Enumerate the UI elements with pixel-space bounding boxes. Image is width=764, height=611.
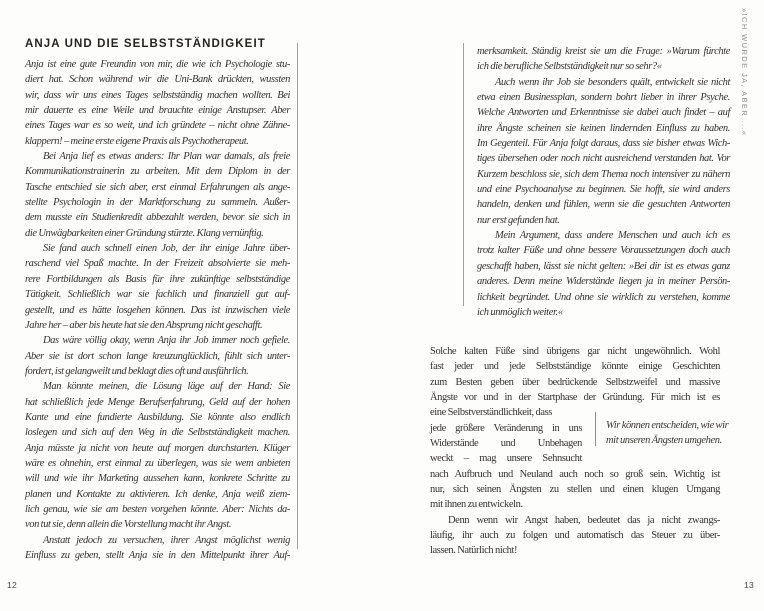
text-line: die Unwägbarkeiten einer Gründung stürzte. Klang vernünftig. xyxy=(25,227,264,239)
section-rule-left xyxy=(297,43,298,549)
text-line: tiges übersehen oder noch nicht ausreichend verstanden hat. Vor xyxy=(477,153,730,165)
right-page-regular-section xyxy=(430,344,720,559)
text-line: hat schließlich jede Menge Berufserfahrung, Geld auf der hohen xyxy=(25,396,290,408)
text-line: ich unmöglich weiter.« xyxy=(477,306,563,318)
text-line: Solche kalten Füße sind übrigens gar nicht ungewöhnlich. Wohl xyxy=(430,346,720,357)
text-line: rere Fortbildungen als Basis für ihre zukünftige selbstständige xyxy=(25,273,290,285)
text-line: Kommunikationstrainerin zu arbeiten. Mit dem Diplom in der xyxy=(25,166,290,178)
text-line: Anja ist eine gute Freundin von mir, die wie ich Psychologie stu- xyxy=(25,59,290,70)
text-line: Sie fand auch schnell einen Job, der ihr einige Jahre über- xyxy=(43,243,290,255)
text-line: wir, dass wir uns eines Tages selbstständig machen wollten. Bei xyxy=(25,89,290,101)
text-line: wäre es ohnehin, erst einmal zu überlegen, was sie wem anbieten xyxy=(25,457,290,469)
text-line: will und wie ihr Marketing aussehen kann, konkrete Schritte zu xyxy=(25,473,290,485)
left-page-body xyxy=(25,57,290,563)
text-line: Ängste vor und in der Startphase der Gründung. Für mich ist es xyxy=(430,392,720,404)
text-line: mit unseren Ängsten umgehen. xyxy=(606,435,722,447)
text-line: Tasche entschied sie sich aber, erst einmal Erfahrungen als ange- xyxy=(25,181,290,193)
text-line: Welche Antworten und Erkenntnisse sie dabei auch findet – auf xyxy=(477,107,730,119)
text-line: Das wäre völlig okay, wenn Anja ihr Job immer noch gefiele. xyxy=(43,335,290,347)
text-line: raschend viel Spaß machte. In der Freizeit absolvierte sie meh- xyxy=(25,258,290,270)
text-line: merksamkeit. Ständig kreist sie um die Frage: »Warum fürchte xyxy=(477,46,730,57)
page-number-left: 12 xyxy=(7,580,18,590)
text-line: lassen. Natürlich nicht! xyxy=(430,545,518,557)
section-heading: ANJA UND DIE SELBSTSTÄNDIGKEIT xyxy=(25,38,266,50)
text-line: Kante und eine fundierte Ausbildung. Sie könnte also endlich xyxy=(25,411,290,423)
margin-chapter-title: »ICH WÜRDE JA, ABER ...« xyxy=(740,8,749,137)
pull-quote-rule xyxy=(595,412,596,446)
text-line: Tätigkeit. Schließlich war sie fachlich und finanziell gut auf- xyxy=(25,289,290,301)
text-line: mit ihnen zu entwickeln. xyxy=(430,499,523,511)
text-line: gestellt, und es hätte losgehen können. Das ist inzwischen viele xyxy=(25,304,290,316)
text-line: Aber sie ist dort schon lange kreuzunglücklich, fühlt sich unter- xyxy=(25,350,290,362)
text-line: stellte Psychologin in der Marktforschung zu sammeln. Außer- xyxy=(25,197,290,209)
text-line: planen und Kontakte zu aktivieren. Ich denke, Anja weiß ziem- xyxy=(25,488,290,500)
text-line: Anstatt jedoch zu versuchen, ihrer Angst möglichst wenig xyxy=(43,534,290,546)
text-line: nur, sich seinen Ängsten zu stellen und einen klugen Umgang xyxy=(430,484,720,496)
text-line: Anja müsste ja nicht von heute auf morgen durchstarten. Klüger xyxy=(25,442,290,454)
text-line: Im Gegenteil. Für Anja folgt daraus, dass sie bisher etwas Wich- xyxy=(477,138,730,150)
section-rule-right xyxy=(463,43,464,306)
text-line: jede größere Veränderung in uns xyxy=(430,422,582,434)
text-line: dem musste ein Studienkredit abbezahlt werden, bevor sie sich in xyxy=(25,212,290,224)
text-line: weckt – mag unsere Sehnsucht xyxy=(430,453,582,465)
text-line: mir dauerte es eine Weile und brauchte einige Anstupser. Aber xyxy=(25,105,290,117)
text-line: lichkeit begründet. Und ohne sie wirklich zu verstehen, komme xyxy=(477,291,730,303)
text-line: Wir können entscheiden, wie wir xyxy=(606,420,729,431)
text-line: Jahre her – aber bis heute hat sie den Absprung nicht geschafft. xyxy=(25,319,263,331)
text-line: läufig, ihr auch zu folgen und automatisch das Steuer zu über- xyxy=(430,530,720,542)
text-line: lich genau, wie sie am besten vorgehen könnte. Aber: Nichts da- xyxy=(25,503,290,515)
text-line: und eine Psychoanalyse zu beginnen. Sie hofft, sie wird anders xyxy=(477,184,730,196)
text-line: Denn wenn wir Angst haben, bedeutet das ja nicht zwangs- xyxy=(448,514,720,526)
text-line: eines Tages war es so weit, und ich gründete – nicht ohne Zähne- xyxy=(25,120,290,132)
text-line: loslegen und sich auf den Weg in die Selbstständigkeit machen. xyxy=(25,427,290,439)
text-line: Kurzem beschloss sie, sich dem Thema noch intensiver zu nähern xyxy=(477,168,730,180)
text-line: Auch wenn ihr Job sie besonders quält, entwickelt sie nicht xyxy=(495,76,730,88)
text-line: fast jeder und jede Selbstständige könnte einige Geschichten xyxy=(430,361,720,373)
text-line: diert hat. Schon während wir die Uni-Bank drückten, wussten xyxy=(25,74,290,86)
text-line: geschafft haben, lässt sie nicht gelten: »Bei dir ist es etwas ganz xyxy=(477,260,730,272)
right-page-italic-section xyxy=(477,44,730,320)
text-line: fordert, ist gelangweilt und beklagt dies oft und ausführlich. xyxy=(25,365,249,377)
text-line: nach Aufbruch und Neuland auch noch so groß sein. Wichtig ist xyxy=(430,468,720,480)
text-line: klappern! – meine erste eigene Praxis als Psychotherapeut. xyxy=(25,135,249,147)
text-line: Bei Anja lief es etwas anders: Ihr Plan war damals, als freie xyxy=(43,151,290,163)
text-line: Mein Argument, dass andere Menschen und auch ich es xyxy=(495,230,730,242)
page-number-right: 13 xyxy=(743,580,754,590)
text-line: etwa einen Businessplan, sondern bohrt lieber in ihrer Psyche. xyxy=(477,92,730,104)
text-line: zum Besten geben über bedrückende Selbstzweifel und massive xyxy=(430,376,720,388)
text-line: Widerstände und Unbehagen xyxy=(430,438,582,450)
text-line: ich die berufliche Selbstständigkeit nur so sehr?« xyxy=(477,61,662,73)
text-line: Einfluss zu geben, stellt Anja sie in den Mittelpunkt ihrer Auf- xyxy=(25,550,290,561)
text-line: ihre Ängste scheinen sie keinen lindernden Einfluss zu haben. xyxy=(477,122,730,134)
text-line: anderes. Denn meine Widerstände liegen ja in meiner Persön- xyxy=(477,276,730,288)
text-line: nur erst gefunden hat. xyxy=(477,214,560,226)
text-line: eine Selbstverständlichkeit, dass xyxy=(430,407,552,419)
pull-quote xyxy=(606,418,732,449)
text-line: handeln, denken und fühlen, wenn sie die gesuchten Antworten xyxy=(477,199,730,211)
text-line: trotz kalter Füße und ohne bessere Voraussetzungen doch auch xyxy=(477,245,730,257)
text-line: von tut sie, denn allein die Vorstellung macht ihr Angst. xyxy=(25,519,232,531)
text-line: Man könnte meinen, die Lösung läge auf der Hand: Sie xyxy=(43,381,290,393)
